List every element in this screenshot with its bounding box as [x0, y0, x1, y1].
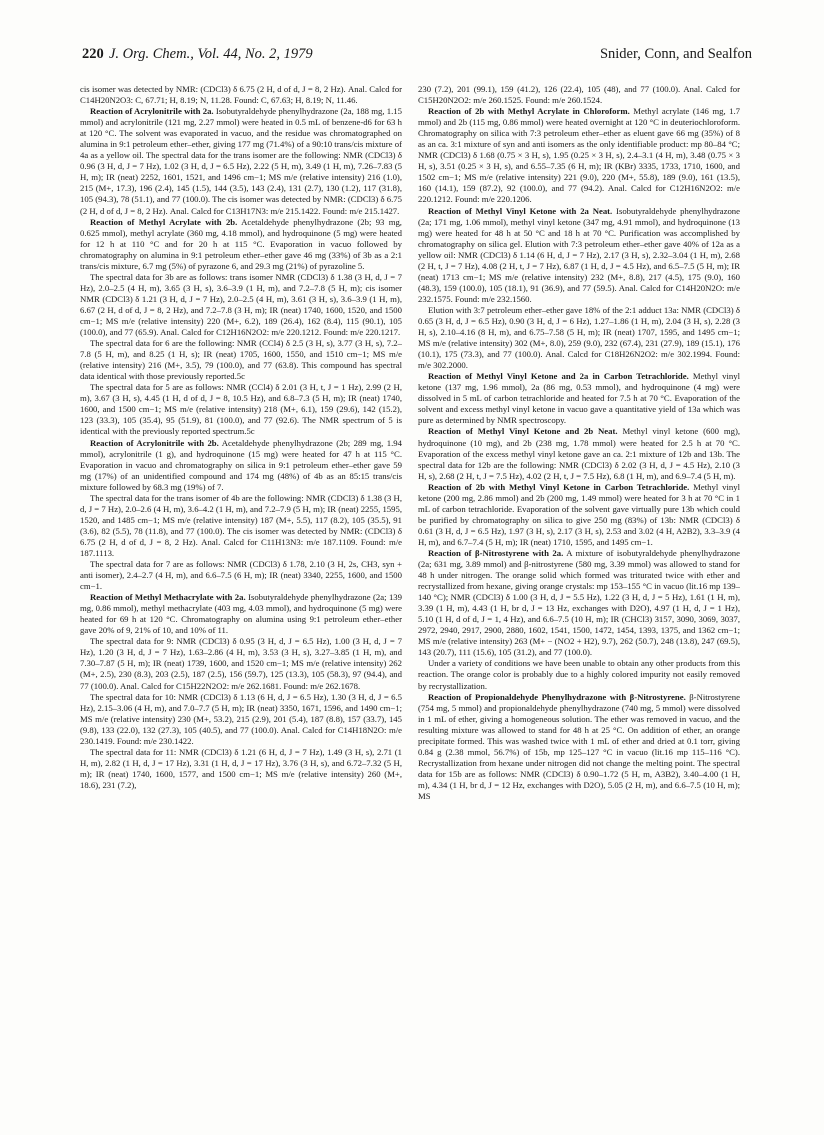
- running-header: [82, 46, 752, 66]
- paragraph: [418, 206, 740, 305]
- paragraph: [80, 106, 402, 216]
- right-column: [418, 84, 740, 1114]
- paragraph-text: The spectral data for 9: NMR (CDCl3) δ 0.95 (3 H, d, J = 6.5 Hz), 1.00 (3 H, d, J = 7 Hz), 1.20 (3 H, d, J = 7 Hz), 1.63–2.86 (4 H, m), 3.53 (3 H, s), 3.27–3.85 (1 H, m), and 7.30–7.87 (5 H, m); IR (neat) 1739, 1600, and 1520 cm−1; MS m/e (relative intensity) 262 (M+, 2.5), 230 (8.3), 203 (2.5), 187 (2.5), 156 (59.7), 125 (13.3), 105 (58.3), 97 (94.4), and 77 (100.0). Anal. Calcd for C15H22N2O2: m/e 262.1681. Found: m/e 262.1678.: [80, 636, 402, 691]
- paragraph: [418, 106, 740, 205]
- paragraph-text: Under a variety of conditions we have been unable to obtain any other products from this reaction. The orange color is probably due to a highly colored impurity not easily removed by recrystallization.: [418, 658, 740, 691]
- paragraph-text: Methyl vinyl ketone (600 mg), hydroquinone (10 mg), and 2b (238 mg, 1.78 mmol) were heated for 2.5 h at 70 °C. Evaporation of the excess methyl vinyl ketone gave an ca. 2:1 mixture of 12b and 13b. The spectral data for 12b are the following: NMR (CDCl3) δ 2.02 (3 H, d, J = 4.5 Hz), 2.10 (3 H, s), 2.68 (2 H, t, J = 7.5 Hz), 4.02 (2 H, t, J = 7.5 Hz), 6.8 (1 H, m), and 6.9–7.4 (5 H, m).: [418, 426, 740, 481]
- paragraph: [80, 84, 402, 106]
- paragraph-text: Methyl vinyl ketone (200 mg, 2.86 mmol) and 2b (200 mg, 1.49 mmol) were heated for 3 h at 70 °C in 1 mL of carbon tetrachloride. Evaporation of the solvent gave virtually pure 13b which could be purified by chromatography on silica to give 250 mg (83%) of 13b: NMR (CDCl3) δ 0.61 (3 H, d, J = 6.5 Hz), 1.97 (3 H, s), 2.17 (3 H, s), 2.53 and 3.02 (4 H, A2B2), 3.3–3.9 (4 H, m), and 6.7–7.4 (5 H, m); IR (neat) 1710, 1595, and 1495 cm−1.: [418, 481, 740, 547]
- run-in-heading: Reaction of Methyl Methacrylate with 2a.: [90, 592, 246, 603]
- paragraph: [80, 272, 402, 338]
- paragraph-text: Methyl vinyl ketone (137 mg, 1.96 mmol), 2a (86 mg, 0.53 mmol), and hydroquinone (4 mg) were dissolved in 5 mL of carbon tetrachloride and heated for 7.5 h at 70 °C. Evaporation of the solvent and excess methyl vinyl ketone in vacuo gave a quantitative yield of 13a which was pure as determined by NMR spectroscopy.: [418, 371, 740, 426]
- paragraph: [80, 338, 402, 382]
- run-in-heading: Reaction of Methyl Vinyl Ketone with 2a Neat.: [428, 205, 613, 216]
- left-column: [80, 84, 402, 1114]
- paragraph: [80, 382, 402, 437]
- paragraph-text: The spectral data for 11: NMR (CDCl3) δ 1.21 (6 H, d, J = 7 Hz), 1.49 (3 H, s), 2.71 (1 H, m), 2.82 (1 H, d, J = 17 Hz), 3.31 (1 H, d, J = 17 Hz), 3.76 (3 H, s), and 6.72–7.32 (5 H, m); IR (neat) 1740, 1600, 1577, and 1500 cm−1; MS m/e (relative intensity) 260 (M+, 18.6), 231 (7.2),: [80, 746, 402, 790]
- paragraph-text: A mixture of isobutyraldehyde phenylhydrazone (2a; 631 mg, 3.89 mmol) and β-nitrostyrene (580 mg, 3.39 mmol) was allowed to stand for 48 h under nitrogen. The orange solid which formed was triturated twice with ether and recrystallized from hexane, giving orange crystals: mp 153–155 °C in vacuo (lit.16 mp 139–140 °C); NMR (CDCl3) δ 1.00 (3 H, d, J = 5.5 Hz), 1.22 (3 H, d, J = 5 Hz), 1.61 (1 H, m), 3.39 (1 H, m), 4.43 (1 H, br d, J = 13 Hz, exchanges with D2O), 4.97 (1 H, d, J = 1 Hz), 5.10 (1 H, d of d, J = 1, 4 Hz), and 6.6–7.5 (10 H, m); IR (CHCl3) 3157, 3090, 3069, 3037, 2972, 2940, 2917, 2900, 2880, 1602, 1541, 1500, 1472, 1454, 1393, 1375, and 1362 cm−1; MS m/e (relative intensity) 263 (M+ − (NO2 + H2), 9.7), 262 (50.7), 248 (13.8), 247 (69.5), 143 (20.7), 111 (15.6), 105 (31.2), and 77 (100.0).: [418, 547, 740, 658]
- run-in-heading: Reaction of β-Nitrostyrene with 2a.: [428, 547, 564, 558]
- paragraph: [80, 438, 402, 493]
- paragraph: [80, 559, 402, 592]
- paragraph: [80, 592, 402, 636]
- paragraph-text: The spectral data for 7 are as follows: NMR (CDCl3) δ 1.78, 2.10 (3 H, 2s, CH3, syn + anti isomer), 2.4–2.7 (4 H, m), and 6.6–7.5 (6 H, m); IR (neat) 3340, 2255, 1600, and 1500 cm−1.: [80, 559, 402, 592]
- paragraph: [418, 658, 740, 691]
- paragraph-text: Acetaldehyde phenylhydrazone (2b; 93 mg, 0.625 mmol), methyl acrylate (360 mg, 4.18 mmol), and hydroquinone (5 mg) were heated for 12 h at 110 °C and for 20 h at 115 °C. Evaporation in vacuo followed by chromatography on alumina in 9:1 petroleum ether–ether gave 46 mg (33%) of 3b as a 2:1 trans/cis mixture, 6.7 mg (5%) of pyrazone 6, and 29.3 mg (21%) of pyrazoline 5.: [80, 216, 402, 271]
- run-in-heading: Reaction of Methyl Acrylate with 2b.: [90, 216, 238, 227]
- paragraph-text: Elution with 3:7 petroleum ether–ether gave 18% of the 2:1 adduct 13a: NMR (CDCl3) δ 0.65 (3 H, d, J = 6.5 Hz), 0.90 (3 H, d, J = 6 Hz), 1.27–1.86 (1 H, m), 2.04 (3 H, s), 2.28 (3 H, s), 2.10–4.16 (8 H, m), and 6.75–7.58 (5 H, m); IR (neat) 1707, 1595, and 1495 cm−1; MS m/e (relative intensity) 302 (M+, 8.0), 259 (9.0), 232 (67.4), 231 (27.9), 189 (15.1), 176 (10.1), 175 (73.3), and 77 (100.0). Anal. Calcd for C18H26N2O2: m/e 302.1994. Found: m/e 302.2000.: [418, 304, 740, 371]
- paragraph: [80, 692, 402, 747]
- paragraph-text: 230 (7.2), 201 (99.1), 159 (41.2), 126 (22.4), 105 (48), and 77 (100.0). Anal. Calcd for C15H20N2O2: m/e 260.1525. Found: m/e 260.1524.: [418, 84, 740, 106]
- paragraph: [418, 692, 740, 802]
- paragraph: [418, 371, 740, 426]
- author-names: Snider, Conn, and Sealfon: [599, 46, 752, 62]
- paragraph-text: Isobutyraldehyde phenylhydrazone (2a; 171 mg, 1.06 mmol), methyl vinyl ketone (347 mg, 4.91 mmol), and hydroquinone (13 mg) were heated for 48 h at 50 °C and 18 h at 70 °C. Purification was accomplished by chromatography on silica gel. Elution with 7:3 petroleum ether–ether gave 40% of 12a as a yellow oil: NMR (CDCl3) δ 1.14 (6 H, d, J = 7 Hz), 2.17 (3 H, s), 2.32–3.04 (1 H, m), 2.68 (2 H, t, J = 7 Hz), 4.08 (2 H, t, J = 7 Hz), 6.87 (1 H, d, J = 4.5 Hz), and 6.5–7.5 (5 H, m); IR (neat) 1713 cm−1; MS m/e (relative intensity) 232 (M+, 8.8), 217 (4.5), 175 (9.0), 160 (48.3), 159 (100.0), 105 (18.1), 91 (36.9), and 77 (59.5). Anal. Calcd for C14H20N2O: m/e 232.1575. Found: m/e 232.1560.: [418, 205, 740, 304]
- paragraph-text: The spectral data for 6 are the following: NMR (CCl4) δ 2.5 (3 H, s), 3.77 (3 H, s), 7.2–7.8 (5 H, m), and 8.25 (1 H, s); IR (neat) 1705, 1600, 1550, and 1510 cm−1; MS m/e (relative intensity) 216 (M+, 3.5), 79 (100.0), and 77 (63.8). This compound has spectral data identical with those previously reported.5c: [80, 338, 402, 382]
- run-in-heading: Reaction of Methyl Vinyl Ketone and 2b Neat.: [428, 426, 618, 437]
- paragraph-text: The spectral data for 5 are as follows: NMR (CCl4) δ 2.01 (3 H, t, J = 1 Hz), 2.99 (2 H, m), 3.67 (3 H, s), 4.45 (1 H, d of d, J = 8, 10.5 Hz), and 6.8–7.3 (5 H, m); IR (neat) 1740, 1600, and 1500 cm−1; MS m/e (relative intensity) 218 (M+, 6.1), 159 (29.6), 142 (15.2), 123 (33.3), 105 (35.4), 95 (51.9), 81 (100.0), and 77 (92.6). The NMR spectrum of 5 is identical with the previously reported spectrum.5c: [80, 382, 402, 437]
- paragraph-text: Acetaldehyde phenylhydrazone (2b; 289 mg, 1.94 mmol), acrylonitrile (1 g), and hydroquinone (15 mg) were heated for 47 h at 115 °C. Evaporation in vacuo and chromatography on silica in 9:1 petroleum ether–ether gave 59 mg (17%) of an unidentified compound and 174 mg (48%) of 4b as an 85:15 trans/cis mixture followed by 68.3 mg (19%) of 7.: [80, 437, 402, 492]
- paragraph: [418, 305, 740, 371]
- run-in-heading: Reaction of Methyl Vinyl Ketone and 2a in Carbon Tetrachloride.: [428, 371, 689, 382]
- paragraph-text: Isobutyraldehyde phenylhydrazone (2a, 188 mg, 1.15 mmol) and acrylonitrile (121 mg, 2.27 mmol) were heated in 0.5 mL of benzene-d6 for 63 h at 120 °C. The solvent was evaporated in vacuo, and the residue was chromatographed on alumina in 9:1 petroleum ether–ether, giving 177 mg (71.4%) of a 90:10 trans/cis mixture of 4a as a yellow oil. The spectral data for the trans isomer are the following: NMR (CDCl3) δ 0.96 (3 H, d, J = 7 Hz), 1.02 (3 H, d, J = 6.5 Hz), 2.22 (5 H, m), 3.49 (1 H, m), 7.26–7.83 (5 H, m); IR (neat) 2252, 1601, 1521, and 1496 cm−1; MS m/e (relative intensity) 216 (1.0), 215 (M+, 17.3), 196 (2.4), 145 (1.5), 144 (3.5), 143 (2.4), 131 (2.7), 130 (1.2), 117 (31.8), 105 (94.3), 78 (51.1), and 77 (100.0). The cis isomer was detected by NMR: (CDCl3) δ 6.75 (2 H, d of d, J = 8, 2 Hz). Anal. Calcd for C13H17N3: m/e 215.1422. Found: m/e 215.1427.: [80, 106, 402, 216]
- run-in-heading: Reaction of Propionaldehyde Phenylhydrazone with β-Nitrostyrene.: [428, 691, 686, 702]
- paragraph-text: Methyl acrylate (146 mg, 1.7 mmol) and 2b (115 mg, 0.86 mmol) were heated overnight at 120 °C in deuteriochloroform. Chromatography on silica with 7:3 petroleum ether–ether as eluent gave 66 mg (35%) of 8 as an ca. 3:1 mixture of syn and anti isomers as the only identifiable product: mp 80–84 °C; NMR (CDCl3) δ 1.68 (0.75 × 3 H, s), 1.95 (0.25 × 3 H, s), 2.4–3.1 (4 H, m), 3.48 (0.75 × 3 H, s), 3.51 (0.25 × 3 H, s), and 6.55–7.35 (6 H, m); IR (KBr) 3335, 1733, 1710, 1600, and 1502 cm−1; MS m/e (relative intensity) 221 (9.0), 220 (M+, 55.8), 189 (9.0), 161 (13.5), 160 (14.1), 159 (87.2), 92 (100.0), and 77 (94.2). Anal. Calcd for C12H16N2O2: m/e 220.1212. Found: m/e 220.1206.: [418, 106, 740, 205]
- paragraph: [80, 636, 402, 691]
- paragraph-text: cis isomer was detected by NMR: (CDCl3) δ 6.75 (2 H, d of d, J = 8, 2 Hz). Anal. Calcd for C14H20N2O3: C, 67.71; H, 8.19; N, 11.28. Found: C, 67.63; H, 8.19; N, 11.46.: [80, 84, 402, 106]
- paragraph-text: The spectral data for 10: NMR (CDCl3) δ 1.13 (6 H, d, J = 6.5 Hz), 1.30 (3 H, d, J = 6.5 Hz), 2.15–3.06 (4 H, m), and 7.0–7.7 (5 H, m); IR (neat) 3350, 1671, 1596, and 1490 cm−1; MS m/e (relative intensity) 230 (M+, 53.2), 215 (2.9), 201 (5.4), 187 (8.8), 157 (33.7), 145 (9.8), 133 (22.0), 132 (27.3), 105 (40.5), and 77 (100.0). Anal. Calcd for C14H18N2O: m/e 230.1419. Found: m/e 230.1422.: [80, 691, 402, 746]
- paragraph: [418, 426, 740, 481]
- run-in-heading: Reaction of 2b with Methyl Vinyl Ketone in Carbon Tetrachloride.: [428, 481, 690, 492]
- paragraph: [80, 493, 402, 559]
- paragraph: [418, 548, 740, 658]
- run-in-heading: Reaction of Acrylonitrile with 2b.: [90, 437, 219, 448]
- paragraph-text: The spectral data for 3b are as follows: trans isomer NMR (CDCl3) δ 1.38 (3 H, d, J = 7 Hz), 2.0–2.5 (4 H, m), 3.65 (3 H, s), 3.6–3.9 (1 H, m), and 7.2–7.8 (5 H, m); cis isomer NMR (CDCl3) δ 1.21 (3 H, d, J = 7 Hz), 2.0–2.5 (4 H, m), 3.61 (3 H, s), 3.6–3.9 (1 H, m), 6.67 (2 H, d of d, J = 8, 2 Hz), and 7.2–7.8 (3 H, m); IR (neat) 1740, 1600, 1520, and 1500 cm−1; MS m/e (relative intensity) 220 (M+, 6.2), 189 (26.4), 162 (8.4), 115 (90.1), 105 (100.0), and 77 (65.9). Anal. Calcd for C12H16N2O2: m/e 220.1212. Found: m/e 220.1217.: [80, 271, 402, 338]
- run-in-heading: Reaction of 2b with Methyl Acrylate in Chloroform.: [428, 106, 630, 117]
- paragraph: [80, 217, 402, 272]
- paragraph-text: Isobutyraldehyde phenylhydrazone (2a; 139 mg, 0.86 mmol), methyl methacrylate (403 mg, 4.03 mmol), and hydroquinone (5 mg) were heated for 69 h at 120 °C. Chromatography on alumina using 9:1 petroleum ether–ether gave 20% of 9, 21% of 10, and 10% of 11.: [80, 592, 402, 636]
- journal-citation: J. Org. Chem., Vol. 44, No. 2, 1979: [109, 46, 313, 62]
- run-in-heading: Reaction of Acrylonitrile with 2a.: [90, 106, 214, 117]
- page-number: 220: [82, 46, 104, 62]
- paragraph: [418, 84, 740, 106]
- paragraph-text: The spectral data for the trans isomer of 4b are the following: NMR (CDCl3) δ 1.38 (3 H, d, J = 7 Hz), 2.0–2.6 (4 H, m), 3.6–4.2 (1 H, m), and 7.2–7.9 (5 H, m); IR (neat) 2255, 1595, 1520, and 1485 cm−1; MS m/e (relative intensity) 187 (M+, 5.5), 117 (8.2), 105 (35.5), 91 (3.6), 82 (5.5), 78 (11.8), and 77 (100.0). The cis isomer was detected by NMR: (CDCl3) δ 6.75 (2 H, d of d, J = 8, 2 Hz). Anal. Calcd for C11H13N3: m/e 187.1109. Found: m/e 187.1113.: [80, 492, 402, 558]
- paragraph: [80, 747, 402, 791]
- paragraph-text: β-Nitrostyrene (754 mg, 5 mmol) and propionaldehyde phenylhydrazone (740 mg, 5 mmol) were dissolved in 1 mL of ether, giving a homogeneous solution. The ether was removed in vacuo, and the resulting mixture was allowed to stand for 48 h at 25 °C. On addition of ether, an orange precipitate formed. This was washed twice with 1 mL of ether and dried at 0.1 torr, giving 0.84 g (2.38 mmol, 56.7%) of 15b, mp 125–127 °C in vacuo (lit.16 mp 115–116 °C). Recrystallization from hexane under nitrogen did not change the melting point. The spectral data for 15b are as follows: NMR (CDCl3) δ 0.90–1.72 (5 H, m, A3B2), 3.40–4.00 (1 H, m), 4.34 (1 H, br d, J = 12 Hz, exchanges with D2O), 5.05 (2 H, m), and 6.6–7.5 (10 H, m); MS: [418, 691, 740, 801]
- paragraph: [418, 482, 740, 548]
